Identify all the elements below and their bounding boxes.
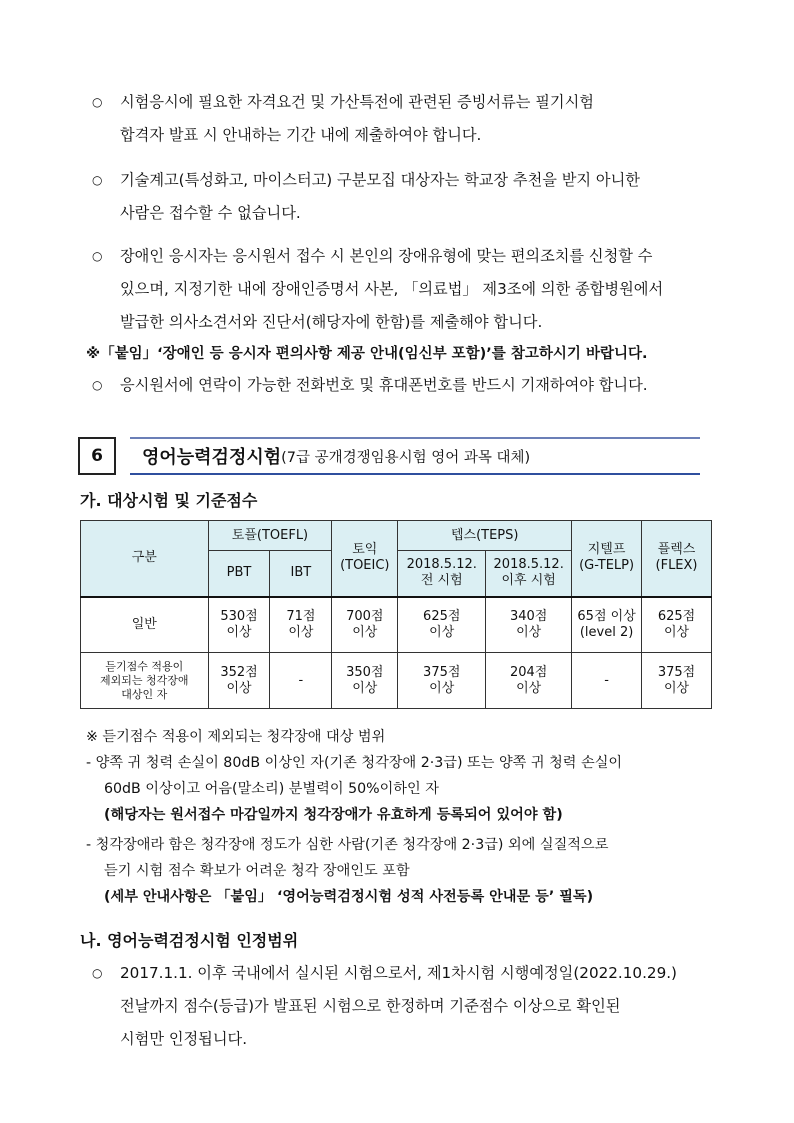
header-toefl: 토플(TOEFL) [208,521,332,551]
section-title-main: 영어능력검정시험 [142,447,282,468]
bullet-circle-icon: ○ [92,95,103,109]
header-pbt: PBT [208,551,270,597]
header-toeic: 토익 (TOEIC) [332,521,398,597]
table-cell: 340점 이상 [486,597,572,653]
header-teps: 텝스(TEPS) [398,521,572,551]
table-cell: - [270,653,332,709]
table-cell: 65점 이상 (level 2) [572,597,642,653]
table-cell: 71점 이상 [270,597,332,653]
table-cell: 625점 이상 [398,597,486,653]
table-cell: 700점 이상 [332,597,398,653]
bullet-circle-icon: ○ [92,966,103,980]
score-table [80,520,712,709]
table-cell: 375점 이상 [398,653,486,709]
header-teps-after: 2018.5.12. 이후 시험 [486,551,572,597]
bullet-disabled-applicant: ○ 장애인 응시자는 응시원서 접수 시 본인의 장애유형에 맞는 편의조치를 신청할 수 있으며, 지정기한 내에 장애인증명서 사본, 「의료법」 제3조에 의한 종합병원에서 발급한 의사소견서와 진단서(해당자에 한함)를 제출해야 합니다. [92,240,722,339]
bullet-circle-icon: ○ [92,249,103,263]
note-hearing-d2-l2: 듣기 시험 점수 확보가 어려운 청각 장애인도 포함 [104,863,410,879]
note-hearing-d1-l3: (해당자는 원서접수 마감일까지 청각장애가 유효하게 등록되어 있어야 함) [104,807,563,823]
table-cell: 625점 이상 [642,597,712,653]
note-hearing-d1-l1: - 양쪽 귀 청력 손실이 80dB 이상인 자(기존 청각장애 2·3급) 또는 양쪽 귀 청력 손실이 [86,755,623,771]
bullet-recognition: ○ 2017.1.1. 이후 국내에서 실시된 시험으로서, 제1차시험 시행예정일(2022.10.29.) 전날까지 점수(등급)가 발표된 시험으로 한정하며 기준점수 이상으로 확인된 시험만 인정됩니다. [92,957,722,1056]
section-number: 6 [78,437,116,475]
table-cell: 350점 이상 [332,653,398,709]
table-cell: 352점 이상 [208,653,270,709]
header-gtelp: 지텔프 (G-TELP) [572,521,642,597]
header-gubun: 구분 [81,521,209,597]
header-flex: 플렉스 (FLEX) [642,521,712,597]
header-ibt: IBT [270,551,332,597]
bullet-phone-number: ○ 응시원서에 연락이 가능한 전화번호 및 휴대폰번호를 반드시 기재하여야 합니다. [92,369,722,402]
section-title-sub: (7급 공개경쟁임용시험 영어 과목 대체) [281,449,531,466]
subheading-target-exams: 가. 대상시험 및 기준점수 [80,491,258,510]
section-title [130,437,700,475]
note-attachment: ※「붙임」‘장애인 등 응시자 편의사항 제공 안내(임신부 포함)’를 참고하시기 바랍니다. [86,346,648,362]
table-cell: - [572,653,642,709]
subheading-recognition-range: 나. 영어능력검정시험 인정범위 [80,931,299,950]
note-hearing-d2-l3: (세부 안내사항은 「붙임」 ‘영어능력검정시험 성적 사전등록 안내문 등’ 필독) [104,889,594,905]
note-hearing-d1-l2: 60dB 이상이고 어음(말소리) 분별력이 50%이하인 자 [104,781,439,797]
row-label-hearing: 듣기점수 적용이 제외되는 청각장애 대상인 자 [81,653,209,709]
note-hearing-d2-l1: - 청각장애라 함은 청각장애 정도가 심한 사람(기존 청각장애 2·3급) 외에 실질적으로 [86,837,609,853]
table-cell: 375점 이상 [642,653,712,709]
row-label-general: 일반 [81,597,209,653]
table-cell: 204점 이상 [486,653,572,709]
bullet-circle-icon: ○ [92,378,103,392]
bullet-circle-icon: ○ [92,173,103,187]
table-cell: 530점 이상 [208,597,270,653]
bullet-technical-school: ○ 기술계고(특성화고, 마이스터고) 구분모집 대상자는 학교장 추천을 받지 아니한 사람은 접수할 수 없습니다. [92,164,722,230]
table-row [81,597,712,653]
table-row [81,653,712,709]
bullet-evidence-docs: ○ 시험응시에 필요한 자격요건 및 가산특전에 관련된 증빙서류는 필기시험 합격자 발표 시 안내하는 기간 내에 제출하여야 합니다. [92,86,722,152]
header-teps-before: 2018.5.12. 전 시험 [398,551,486,597]
note-hearing-title: ※ 듣기점수 적용이 제외되는 청각장애 대상 범위 [86,729,386,745]
